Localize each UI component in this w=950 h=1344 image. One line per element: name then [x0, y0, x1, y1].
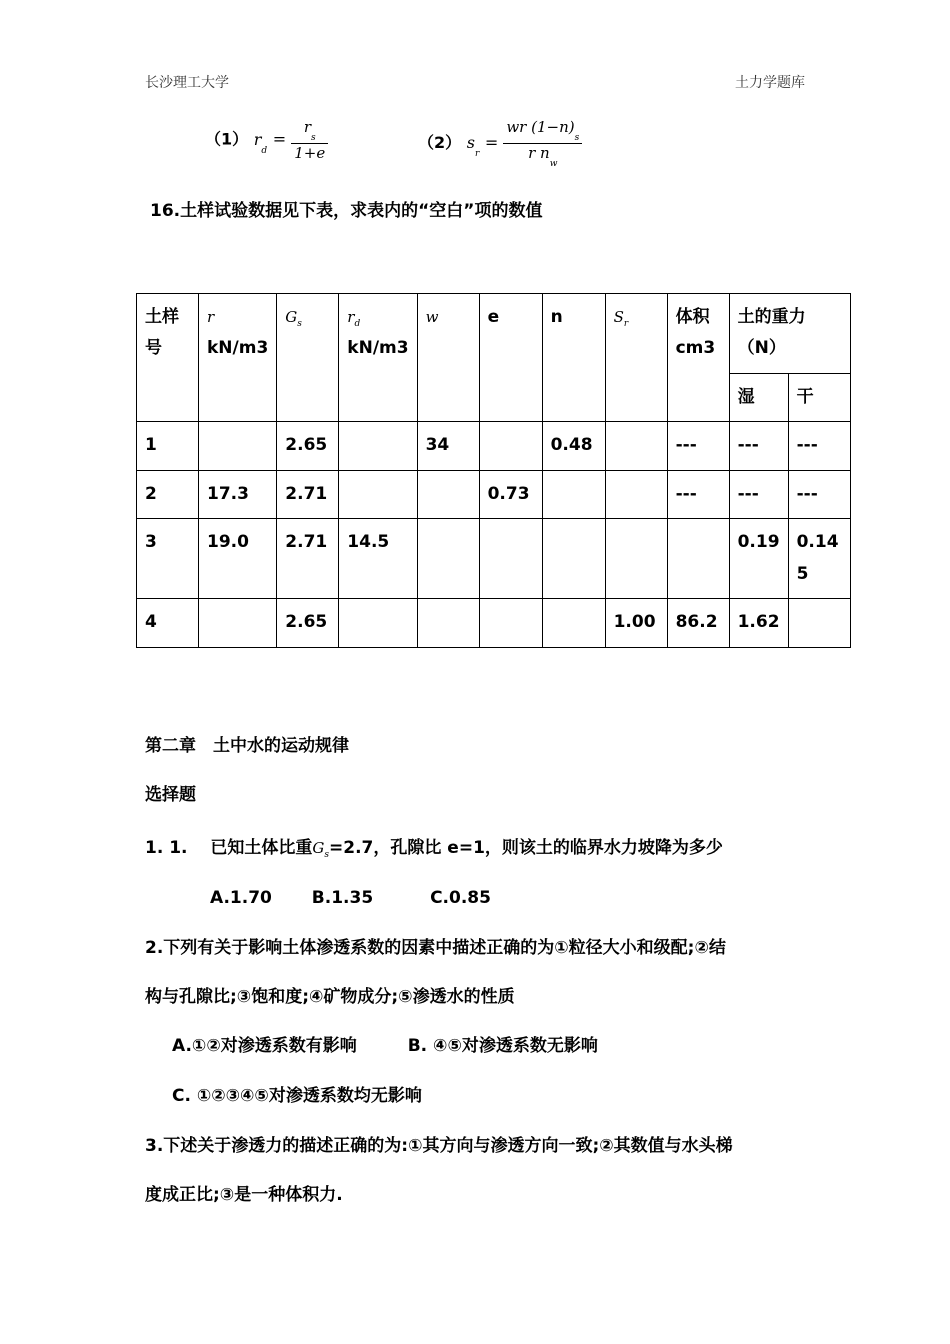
- question-1: 1. 1. 已知土体比重$G_s=2.7$，孔隙比 e=1，则该土的临界水力坡降为多少: [145, 838, 723, 860]
- table-cell: 0.145: [788, 519, 850, 599]
- question-1-options: A.1.70 B.1.35 C.0.85: [210, 888, 491, 908]
- table-row: [137, 599, 851, 647]
- header-w: w: [417, 294, 479, 422]
- header-right: 土力学题库: [735, 75, 805, 91]
- header-n: n: [542, 294, 605, 422]
- header-gs: $G_s$: [277, 294, 339, 422]
- header-left: 长沙理工大学: [145, 75, 229, 91]
- table-cell: 17.3: [199, 470, 277, 518]
- table-cell: [542, 519, 605, 599]
- table-cell: 2: [137, 470, 199, 518]
- question-2-options-ab: A.①②对渗透系数有影响 B. ④⑤对渗透系数无影响: [172, 1036, 598, 1056]
- header-sr: $S_r$: [605, 294, 667, 422]
- header-gamma-d: $r_d$ kN/m3: [339, 294, 417, 422]
- table-cell: ---: [667, 470, 729, 518]
- table-cell: 3: [137, 519, 199, 599]
- chapter-title: 第二章 土中水的运动规律: [145, 736, 349, 756]
- table-cell: 19.0: [199, 519, 277, 599]
- header-gamma: r kN/m3: [199, 294, 277, 422]
- header-wet: 湿: [729, 373, 788, 421]
- table-cell: [479, 599, 542, 647]
- table-cell: [199, 599, 277, 647]
- table-cell: ---: [667, 422, 729, 470]
- question-3-line-1: 3.下述关于渗透力的描述正确的为:①其方向与渗透方向一致;②其数值与水头梯: [145, 1136, 733, 1156]
- header-weight: 土的重力（N）: [729, 294, 850, 374]
- table-cell: 4: [137, 599, 199, 647]
- formula-2: （2） $s_r$ = $\frac{wr (1-n)_s}{r n_w}$: [418, 118, 582, 169]
- formula-2-fraction: $\frac{wr (1-n)_s}{r n_w}$: [503, 118, 582, 169]
- table-cell: ---: [788, 470, 850, 518]
- table-cell: [339, 470, 417, 518]
- question-2-line-2: 构与孔隙比;③饱和度;④矿物成分;⑤渗透水的性质: [145, 987, 515, 1007]
- table-cell: [199, 422, 277, 470]
- header-sample: 土样号: [137, 294, 199, 422]
- table-cell: [788, 599, 850, 647]
- table-cell: [667, 519, 729, 599]
- formula-1: （1） $r_d$ = $\frac{r_s}{1+e}$: [205, 118, 328, 162]
- table-cell: 1: [137, 422, 199, 470]
- table-cell: 1.62: [729, 599, 788, 647]
- formula-2-label: （2）: [418, 133, 462, 152]
- table-header-row: [137, 294, 851, 374]
- table-cell: [339, 422, 417, 470]
- header-e: e: [479, 294, 542, 422]
- table-cell: [479, 519, 542, 599]
- question-2-line-1: 2.下列有关于影响土体渗透系数的因素中描述正确的为①粒径大小和级配;②结: [145, 938, 726, 958]
- table-cell: 2.65: [277, 599, 339, 647]
- table-cell: [417, 470, 479, 518]
- table-cell: [479, 422, 542, 470]
- soil-data-table: [136, 293, 851, 648]
- table-cell: 2.71: [277, 519, 339, 599]
- header-volume: 体积cm3: [667, 294, 729, 422]
- formula-2-lhs: $s_r$: [466, 133, 480, 159]
- table-cell: 0.48: [542, 422, 605, 470]
- table-cell: ---: [729, 422, 788, 470]
- table-cell: ---: [788, 422, 850, 470]
- table-cell: [605, 519, 667, 599]
- table-cell: 1.00: [605, 599, 667, 647]
- table-cell: [339, 599, 417, 647]
- table-row: [137, 519, 851, 599]
- table-row: [137, 470, 851, 518]
- table-cell: 0.19: [729, 519, 788, 599]
- table-row: [137, 422, 851, 470]
- table-cell: [417, 599, 479, 647]
- table-cell: [417, 519, 479, 599]
- table-cell: 2.65: [277, 422, 339, 470]
- table-cell: 0.73: [479, 470, 542, 518]
- table-cell: 14.5: [339, 519, 417, 599]
- question-2-option-c: C. ①②③④⑤对渗透系数均无影响: [172, 1086, 422, 1106]
- formula-1-label: （1）: [205, 129, 249, 149]
- table-cell: 86.2: [667, 599, 729, 647]
- formula-1-fraction: $\frac{r_s}{1+e}$: [291, 118, 328, 162]
- table-cell: ---: [729, 470, 788, 518]
- table-cell: 2.71: [277, 470, 339, 518]
- section-title: 选择题: [145, 785, 196, 805]
- question-3-line-2: 度成正比;③是一种体积力.: [145, 1185, 343, 1205]
- table-cell: 34: [417, 422, 479, 470]
- table-cell: [542, 599, 605, 647]
- table-cell: [605, 470, 667, 518]
- question-16: 16.土样试验数据见下表，求表内的“空白”项的数值: [150, 201, 543, 221]
- formula-1-lhs: $r_d$: [253, 129, 268, 156]
- header-dry: 干: [788, 373, 850, 421]
- table-cell: [605, 422, 667, 470]
- table-cell: [542, 470, 605, 518]
